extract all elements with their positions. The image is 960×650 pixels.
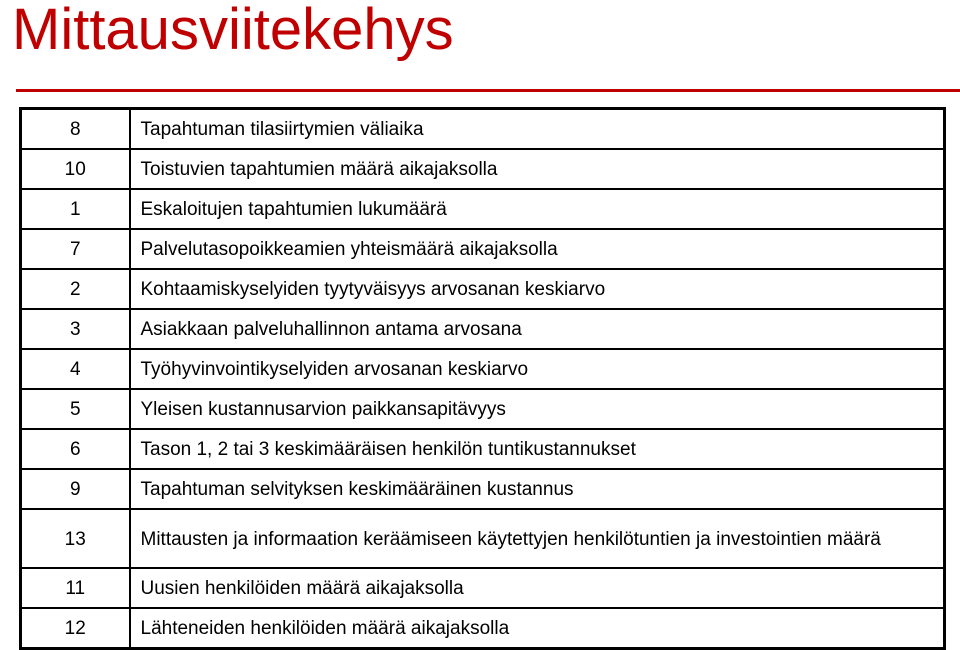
table-row [21, 429, 945, 469]
metric-number: 6 [21, 429, 130, 469]
table-row [21, 309, 945, 349]
table-row [21, 568, 945, 608]
metric-description: Kohtaamiskyselyiden tyytyväisyys arvosanan keskiarvo [130, 269, 945, 309]
metric-number: 10 [21, 149, 130, 189]
metric-number: 5 [21, 389, 130, 429]
metric-number: 3 [21, 309, 130, 349]
metric-description: Työhyvinvointikyselyiden arvosanan keskiarvo [130, 349, 945, 389]
metric-description: Tason 1, 2 tai 3 keskimääräisen henkilön tuntikustannukset [130, 429, 945, 469]
table-row [21, 189, 945, 229]
table-row [21, 229, 945, 269]
metric-number: 9 [21, 469, 130, 509]
page-title: Mittausviitekehys [12, 0, 454, 62]
metric-description: Tapahtuman tilasiirtymien väliaika [130, 109, 945, 150]
metric-number: 2 [21, 269, 130, 309]
metric-description: Eskaloitujen tapahtumien lukumäärä [130, 189, 945, 229]
metric-number: 4 [21, 349, 130, 389]
metrics-table [19, 107, 946, 650]
table-row [21, 109, 945, 150]
metric-description: Mittausten ja informaation keräämiseen käytettyjen henkilötuntien ja investointien määrä [130, 509, 945, 568]
metric-description: Yleisen kustannusarvion paikkansapitävyys [130, 389, 945, 429]
metric-description: Palvelutasopoikkeamien yhteismäärä aikajaksolla [130, 229, 945, 269]
table-row [21, 149, 945, 189]
table-row [21, 389, 945, 429]
metric-number: 12 [21, 608, 130, 649]
table-row [21, 349, 945, 389]
metric-description: Uusien henkilöiden määrä aikajaksolla [130, 568, 945, 608]
table-row [21, 269, 945, 309]
metric-number: 1 [21, 189, 130, 229]
metric-description: Toistuvien tapahtumien määrä aikajaksolla [130, 149, 945, 189]
metric-description: Tapahtuman selvityksen keskimääräinen kustannus [130, 469, 945, 509]
metric-number: 11 [21, 568, 130, 608]
table-row [21, 509, 945, 568]
metric-number: 8 [21, 109, 130, 150]
metric-number: 13 [21, 509, 130, 568]
metric-number: 7 [21, 229, 130, 269]
table-row [21, 608, 945, 649]
metric-description: Asiakkaan palveluhallinnon antama arvosana [130, 309, 945, 349]
metric-description: Lähteneiden henkilöiden määrä aikajaksolla [130, 608, 945, 649]
table-row [21, 469, 945, 509]
title-divider [16, 89, 960, 92]
